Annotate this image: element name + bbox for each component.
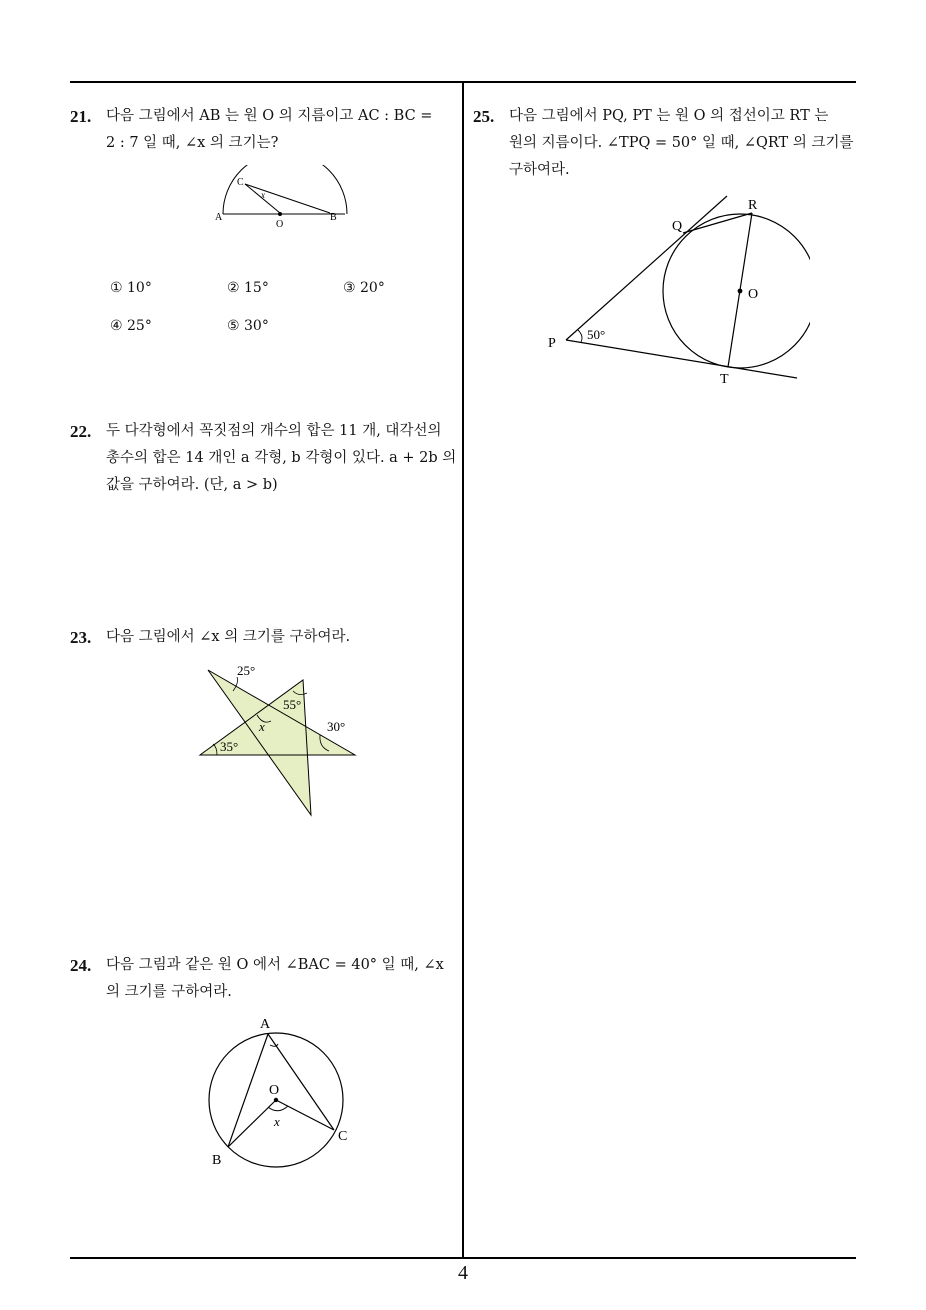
label-b: B — [212, 1153, 222, 1168]
angle-label-35: 35° — [220, 739, 239, 754]
semicircle-figure — [215, 165, 355, 235]
problem-line: 구하여라. — [509, 162, 570, 178]
label-c: C — [338, 1129, 348, 1144]
problem-number: 24. — [70, 956, 92, 975]
choice-2[interactable]: ② 15° — [227, 280, 269, 296]
problem-line: 의 크기를 구하여라. — [106, 984, 232, 1000]
problem-line: 다음 그림에서 ∠x 의 크기를 구하여라. — [106, 629, 351, 645]
problem-line: 원의 지름이다. ∠TPQ = 50° 일 때, ∠QRT 의 크기를 — [509, 135, 854, 151]
problem-number: 23. — [70, 628, 92, 647]
label-x: x — [261, 190, 265, 200]
problem-text — [106, 952, 460, 1006]
problem-line: 2 : 7 일 때, ∠x 의 크기는? — [106, 135, 279, 151]
problem-line: 다음 그림에서 AB 는 원 O 의 지름이고 AC : BC = — [106, 108, 433, 124]
label-o: O — [276, 219, 284, 230]
label-a: A — [215, 212, 223, 223]
angle-label-55: 55° — [283, 697, 302, 712]
label-p: P — [548, 336, 556, 351]
label-o: O — [748, 287, 759, 302]
choice-5[interactable]: ⑤ 30° — [227, 318, 269, 334]
problem-line: 값을 구하여라. (단, a > b) — [106, 477, 278, 493]
problem-number: 21. — [70, 107, 92, 126]
label-o: O — [269, 1083, 280, 1098]
label-r: R — [748, 198, 758, 213]
label-q: Q — [672, 219, 683, 234]
problem-number: 22. — [70, 422, 92, 441]
angle-label-25: 25° — [237, 663, 256, 678]
problem-22 — [70, 418, 460, 499]
page-number: 4 — [458, 1262, 468, 1284]
problem-text — [509, 103, 863, 184]
label-t: T — [720, 372, 729, 387]
problem-text — [106, 418, 460, 499]
choice-1[interactable]: ① 10° — [110, 280, 152, 296]
problem-23 — [70, 624, 460, 651]
problem-21 — [70, 103, 460, 157]
circle-figure — [200, 1012, 360, 1172]
label-x: x — [274, 1114, 280, 1129]
angle-label-x: x — [259, 719, 265, 734]
label-a: A — [260, 1017, 271, 1032]
problem-line: 총수의 합은 14 개인 a 각형, b 각형이 있다. a + 2b 의 — [106, 450, 457, 466]
tangent-figure — [540, 190, 810, 390]
column-divider — [462, 82, 464, 1258]
problem-text — [106, 103, 460, 157]
problem-25 — [473, 103, 863, 184]
problem-text — [106, 624, 460, 651]
problem-24 — [70, 952, 460, 1006]
problem-line: 다음 그림과 같은 원 O 에서 ∠BAC = 40° 일 때, ∠x — [106, 957, 444, 973]
angle-label-30: 30° — [327, 719, 346, 734]
problem-number: 25. — [473, 107, 495, 126]
problem-line: 다음 그림에서 PQ, PT 는 원 O 의 접선이고 RT 는 — [509, 108, 829, 124]
label-c: C — [237, 177, 244, 188]
choice-3[interactable]: ③ 20° — [343, 280, 385, 296]
angle-label-50: 50° — [587, 327, 606, 342]
label-b: B — [330, 212, 337, 223]
star-figure — [195, 655, 365, 825]
problem-line: 두 다각형에서 꼭짓점의 개수의 합은 11 개, 대각선의 — [106, 423, 442, 439]
choice-4[interactable]: ④ 25° — [110, 318, 152, 334]
